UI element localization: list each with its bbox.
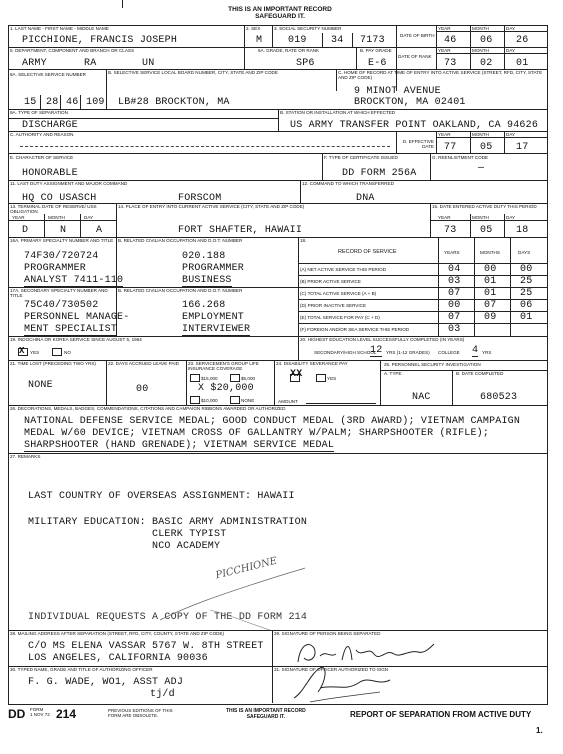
related-1-1: 020.188	[182, 251, 226, 262]
service-f-years: 03	[448, 324, 461, 335]
dept-component: RA	[84, 58, 97, 69]
disability-yes-checkbox[interactable]	[316, 374, 326, 382]
dept-branch: UN	[142, 58, 155, 69]
label-dob-year: YEAR	[438, 26, 451, 31]
label-remarks: 27. REMARKS	[10, 454, 41, 459]
related-2-1: 166.268	[182, 300, 226, 311]
selective-3: 46	[66, 97, 79, 108]
label-dor-day: DAY	[506, 48, 516, 53]
footer-page: 1.	[536, 726, 543, 735]
dept-army: ARMY	[22, 58, 47, 69]
label-dob: DATE OF BIRTH	[400, 33, 435, 38]
label-officer-signature: 31. SIGNATURE OF OFFICER AUTHORIZED TO SIGN	[274, 667, 389, 672]
service-b-days: 25	[520, 276, 533, 287]
transfer-value: DNA	[356, 193, 375, 204]
label-disability: 24. DISABILITY SEVERANCE PAY	[276, 361, 348, 366]
service-a-years: 04	[448, 264, 461, 275]
label-days: DAYS	[518, 250, 531, 255]
remarks-request: INDIVIDUAL REQUESTS A COPY OF THE DD FORM 214	[28, 612, 308, 623]
college-years: 4	[472, 345, 479, 356]
label-place-entry: 14. PLACE OF ENTRY INTO CURRENT ACTIVE SERVICE (CITY, STATE AND ZIP CODE)	[118, 204, 305, 209]
separation-type: DISCHARGE	[22, 120, 78, 131]
label-terminal: 13. TERMINAL DATE OF RESERVE/ USS OBLIGATION	[10, 204, 97, 214]
label-sgli-15: $15,000	[201, 376, 218, 381]
primary-1: 74F30/720724	[24, 251, 99, 262]
label-time-lost: 21. TIME LOST (PRECEDING TWO YRS)	[10, 361, 96, 366]
paygrade-value: E-6	[368, 58, 387, 69]
label-months: MONTHS	[480, 250, 500, 255]
secondary-3: MENT SPECIALIST	[24, 324, 118, 335]
indochina-no-checkbox[interactable]	[52, 348, 62, 356]
label-dor-month: MONTH	[472, 48, 489, 53]
label-yes: YES	[30, 350, 40, 355]
label-sgli-none: NONE	[241, 398, 255, 403]
time-lost-value: NONE	[28, 380, 53, 391]
label-ent-day: DAY	[506, 215, 516, 220]
label-ent-month: MONTH	[472, 215, 489, 220]
decorations-line2: MEDAL W/60 DEVICE; VIETNAM CROSS OF GALLANTRY W/PALM; SHARPSHOOTER (RIFLE);	[24, 428, 490, 439]
label-reenlist: G. REENLISTMENT CODE	[432, 155, 489, 160]
remarks-mil-label: MILITARY EDUCATION:	[28, 517, 146, 528]
label-officer: 30. TYPED NAME, GRADE AND TITLE OF AUTHORIZING OFFICER	[10, 667, 153, 672]
footer-important	[226, 708, 306, 720]
label-yrs-grades: YRS (1-12 GRADES)	[386, 350, 430, 355]
footer-prev2: FORM ARE OBSOLETE.	[108, 713, 159, 718]
label-station: B. STATION OR INSTALLATION AT WHICH EFFECTED	[280, 110, 396, 115]
officer-signature	[290, 662, 400, 704]
mailing-line2: LOS ANGELES, CALIFORNIA 90036	[28, 653, 208, 664]
label-eff-day: DAY	[506, 132, 516, 137]
footer-title: REPORT OF SEPARATION FROM ACTIVE DUTY	[350, 710, 532, 719]
dor-month: 02	[480, 58, 493, 69]
header-important	[200, 6, 360, 20]
label-related-1: B. RELATED CIVILIAN OCCUPATION AND D.O.T. NUMBER	[118, 238, 243, 243]
sgli-15000-checkbox[interactable]	[190, 374, 200, 382]
last-duty-2: FORSCOM	[178, 193, 222, 204]
footer-imp2: SAFEGUARD IT.	[246, 714, 286, 720]
secondary-2: PERSONNEL MANAGE-	[24, 312, 130, 323]
label-inv-type: A. TYPE	[384, 371, 402, 376]
sgli-10000-checkbox[interactable]	[190, 396, 200, 404]
service-d-days: 06	[520, 300, 533, 311]
label-sgli: 23. SERVICEMEN'S GROUP LIFE INSURANCE COVERAGE	[188, 361, 259, 371]
service-a-months: 00	[484, 264, 497, 275]
label-primary-specialty: 16A. PRIMARY SPECIALTY NUMBER AND TITLE	[10, 238, 114, 243]
service-a-days: 00	[520, 264, 533, 275]
label-inv-date: B. DATE COMPLETED	[456, 371, 504, 376]
service-e-months: 09	[484, 312, 497, 323]
label-education: 20. HIGHEST EDUCATION LEVEL SUCCESSFULLY COMPLETED (IN YEARS)	[300, 337, 465, 342]
leave-value: 00	[136, 384, 149, 395]
label-effective: D. EFFECTIVE DATE	[402, 139, 434, 149]
entered-day: 18	[516, 225, 529, 236]
ssn-part1: 019	[288, 35, 307, 46]
header-line2: SAFEGUARD IT.	[255, 13, 305, 20]
label-paygrade: B. PAY GRADE	[360, 48, 392, 53]
service-a-label: (A) NET ACTIVE SERVICE THIS PERIOD	[300, 267, 387, 272]
header-line1: THIS IS AN IMPORTANT RECORD	[228, 6, 332, 13]
sgli-value: X $20,000	[198, 383, 254, 394]
label-sex: 2. SEX	[246, 26, 261, 31]
service-c-days: 25	[520, 288, 533, 299]
label-record-service: RECORD OF SERVICE	[338, 249, 397, 255]
home-line2: BROCKTON, MA 02401	[354, 97, 466, 108]
hs-years: 12	[370, 345, 383, 356]
label-ssn: 3. SOCIAL SECURITY NUMBER	[274, 26, 342, 31]
label-amount: AMOUNT	[278, 399, 298, 404]
label-disability-yes: YES	[327, 376, 337, 381]
service-b-label: (B) PRIOR ACTIVE SERVICE	[300, 279, 361, 284]
label-mailing: 28. MAILING ADDRESS AFTER SEPARATION (STREET, RFD, CITY, COUNTY, STATE AND ZIP CODE)	[10, 631, 225, 636]
decorations-line1: NATIONAL DEFENSE SERVICE MEDAL; GOOD CONDUCT MEDAL (3RD AWARD); VIETNAM CAMPAIGN	[24, 416, 521, 427]
remarks-overseas: LAST COUNTRY OF OVERSEAS ASSIGNMENT: HAWAII	[28, 491, 295, 502]
related-1-2: PROGRAMMER	[182, 263, 245, 274]
label-years: YEARS	[444, 250, 460, 255]
related-2-2: EMPLOYMENT	[182, 312, 245, 323]
label-dob-month: MONTH	[472, 26, 489, 31]
footer-form: FORM	[30, 707, 44, 712]
dob-month: 06	[480, 35, 493, 46]
service-f-label: (F) FOREIGN AND/OR SEA SERVICE THIS PERIOD	[300, 327, 410, 332]
service-e-label: (E) TOTAL SERVICE FOR PAY (C + D)	[300, 315, 380, 320]
service-d-months: 07	[484, 300, 497, 311]
dob-year: 46	[444, 35, 457, 46]
footer-form-block	[30, 707, 50, 717]
disability-value: XX	[290, 369, 303, 380]
eff-year: 77	[444, 142, 457, 153]
selective-2: 28	[46, 97, 59, 108]
label-college: COLLEGE	[438, 350, 460, 355]
label-sgli-5: $5,000	[241, 376, 256, 381]
inv-type-value: NAC	[412, 392, 431, 403]
footer-dd: DD	[8, 707, 26, 721]
dob-day: 26	[516, 35, 529, 46]
footer-form-number: 214	[56, 707, 77, 721]
label-sgli-10: $10,000	[201, 398, 218, 403]
sgli-5000-checkbox[interactable]	[230, 374, 240, 382]
reenlist-value: —	[478, 163, 485, 174]
label-selective: 8A. SELECTIVE SERVICE NUMBER	[10, 72, 86, 77]
service-c-months: 01	[484, 288, 497, 299]
selective-4: 109	[86, 97, 105, 108]
label-decorations: 26. DECORATIONS, MEDALS, BADGES, COMMENDATIONS, CITATIONS AND CAMPAIGN RIBBONS AWARDED OR AUTHORIZED	[10, 406, 286, 411]
selective-1: 15	[24, 97, 37, 108]
ssn-part3: 7173	[360, 35, 385, 46]
ssn-part2: 34	[331, 35, 344, 46]
handwritten-scrawl	[150, 560, 310, 635]
label-secondary-specialty: 17A. SECONDARY SPECIALTY NUMBER AND TITLE	[10, 288, 108, 298]
service-b-years: 03	[448, 276, 461, 287]
label-last-duty: 11. LAST DUTY ASSIGNMENT AND MAJOR COMMAND	[10, 181, 128, 186]
label-date-entered: 15. DATE ENTERED ACTIVE DUTY THIS PERIOD	[432, 204, 537, 209]
label-certificate: F. TYPE OF CERTIFICATE ISSUED	[324, 155, 398, 160]
primary-3: ANALYST 7411-110	[24, 275, 124, 286]
service-d-label: (D) PRIOR INACTIVE SERVICE	[300, 303, 367, 308]
last-duty-1: HQ CO USASCH	[22, 193, 97, 204]
indochina-yes-checkbox[interactable]: X	[18, 348, 28, 356]
label-dob-day: DAY	[506, 26, 516, 31]
label-person-signature: 29. SIGNATURE OF PERSON BEING SEPARATED	[274, 631, 381, 636]
entered-month: 05	[480, 225, 493, 236]
eff-day: 17	[516, 142, 529, 153]
remarks-mil-2: CLERK TYPIST	[152, 529, 227, 540]
footer-imp1: THIS IS AN IMPORTANT RECORD	[226, 708, 306, 714]
service-e-years: 07	[448, 312, 461, 323]
label-name: 1. LAST NAME - FIRST NAME - MIDDLE NAME	[10, 26, 109, 31]
label-home: C. HOME OF RECORD AT TIME OF ENTRY INTO ACTIVE SERVICE (STREET, RFD, CITY, STATE AND ZIP CODE)	[338, 70, 543, 80]
service-d-years: 00	[448, 300, 461, 311]
terminal-a: A	[96, 225, 103, 236]
footer-prev-block	[108, 708, 173, 718]
footer-date: 1 NOV 72	[30, 712, 50, 717]
label-dor: DATE OF RANK	[398, 54, 432, 59]
footer-prev1: PREVIOUS EDITIONS OF THIS	[108, 708, 173, 713]
terminal-d: D	[22, 225, 29, 236]
remarks-mil-3: NCO ACADEMY	[152, 541, 221, 552]
decorations-line3: SHARPSHOOTER (HAND GRENADE); VIETNAM SERVICE MEDAL	[24, 440, 335, 451]
label-board: B. SELECTIVE SERVICE LOCAL BOARD NUMBER, CITY, STATE AND ZIP CODE	[108, 70, 278, 75]
mailing-line1: C/O MS ELENA VASSAR 5767 W. 8TH STREET	[28, 641, 264, 652]
label-term-day: DAY	[84, 215, 94, 220]
station-value: US ARMY TRANSFER POINT OAKLAND, CA 94626	[290, 120, 539, 131]
label-dor-year: YEAR	[438, 48, 451, 53]
sex-value: M	[256, 35, 263, 46]
service-b-months: 01	[484, 276, 497, 287]
certificate-value: DD FORM 256A	[342, 168, 417, 179]
label-dept: 5. DEPARTMENT, COMPONENT AND BRANCH OR CLASS	[10, 48, 135, 53]
service-c-label: (C) TOTAL ACTIVE SERVICE (A + B)	[300, 291, 377, 296]
label-authority: C. AUTHORITY AND REASON	[10, 132, 74, 137]
label-related-2: B. RELATED CIVILIAN OCCUPATION AND D.O.T. NUMBER	[118, 288, 243, 293]
label-term-year: YEAR	[12, 215, 25, 220]
label-indochina: 19. INDOCHINA OR KOREA SERVICE SINCE AUGUST 5, 1964	[10, 337, 142, 342]
name-value: PICCHIONE, FRANCIS JOSEPH	[22, 35, 178, 46]
officer-initials: tj/d	[150, 689, 175, 700]
service-e-days: 01	[520, 312, 533, 323]
officer-name: F. G. WADE, WO1, ASST ADJ	[28, 677, 184, 688]
binding-mark	[120, 0, 124, 10]
grade-value: SP6	[296, 58, 315, 69]
related-2-3: INTERVIEWER	[182, 324, 251, 335]
handwritten-name: PICCHIONE	[214, 555, 279, 582]
label-grade: 6A. GRADE, RATE OR RANK	[258, 48, 320, 53]
primary-2: PROGRAMMER	[24, 263, 87, 274]
sgli-none-checkbox[interactable]	[230, 396, 240, 404]
home-line1: 9 MINOT AVENUE	[354, 86, 441, 97]
label-eff-year: YEAR	[438, 132, 451, 137]
label-term-month: MONTH	[48, 215, 65, 220]
label-ent-year: YEAR	[438, 215, 451, 220]
dor-day: 01	[516, 58, 529, 69]
label-transfer: 12. COMMAND TO WHICH TRANSFERRED	[302, 181, 394, 186]
label-yrs-college: YRS	[482, 350, 492, 355]
entered-year: 73	[444, 225, 457, 236]
secondary-1: 75C40/730502	[24, 300, 99, 311]
label-eff-month: MONTH	[472, 132, 489, 137]
label-no: NO	[64, 350, 71, 355]
label-investigation: 25. PERSONNEL SECURITY INVESTIGATION	[384, 362, 481, 367]
character-value: HONORABLE	[22, 168, 78, 179]
inv-date-value: 680523	[480, 392, 518, 403]
label-separation-type: 9A. TYPE OF SEPARATION	[10, 110, 68, 115]
related-1-3: BUSINESS	[182, 275, 232, 286]
remarks-mil-1: BASIC ARMY ADMINISTRATION	[152, 517, 308, 528]
label-leave: 22. DAYS ACCRUED LEAVE PAID	[108, 361, 179, 366]
dor-year: 73	[444, 58, 457, 69]
label-secondary-school: SECONDARY/HIGH SCHOOL	[314, 350, 377, 355]
label-character: E. CHARACTER OF SERVICE	[10, 155, 74, 160]
place-entry-value: FORT SHAFTER, HAWAII	[178, 225, 303, 236]
eff-month: 05	[480, 142, 493, 153]
board-value: LB#28 BROCKTON, MA	[118, 97, 230, 108]
terminal-n: N	[60, 225, 67, 236]
service-c-years: 07	[448, 288, 461, 299]
label-18: 18.	[300, 238, 307, 243]
